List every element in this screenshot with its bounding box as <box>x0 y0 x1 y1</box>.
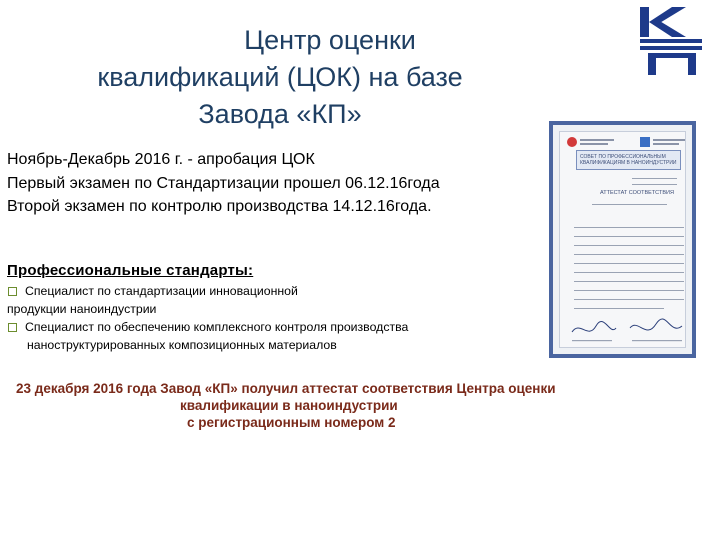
certificate-page <box>559 131 686 348</box>
certificate-signatures-icon <box>570 318 688 348</box>
certificate-logo-left-icon <box>566 136 616 148</box>
intro-line-2: Первый экзамен по Стандартизации прошел 06.12.16года <box>7 174 440 192</box>
standard-2-continuation: наноструктурированных композиционных материалов <box>27 338 337 352</box>
certificate-logo-right-icon <box>640 136 688 148</box>
square-bullet-icon <box>8 287 17 296</box>
announcement-line-2: квалификации в наноиндустрии <box>180 398 398 413</box>
standards-section <box>7 262 547 354</box>
cert-text-line <box>574 245 684 246</box>
title-line-3: Завода «КП» <box>198 99 362 129</box>
cert-text-line <box>574 236 684 237</box>
cert-text-line <box>574 263 684 264</box>
cert-text-line <box>592 204 667 205</box>
cert-text-line <box>574 299 684 300</box>
standard-1-text: Специалист по стандартизации инновационной <box>25 284 298 298</box>
cert-text-line <box>574 254 684 255</box>
certificate-doc-title: АТТЕСТАТ СООТВЕТСТВИЯ <box>600 190 674 196</box>
cert-text-line <box>574 227 684 228</box>
standard-2-text: Специалист по обеспечению комплексного контроля производства <box>25 320 409 334</box>
cert-text-line <box>632 184 677 185</box>
certificate-header-text: СОВЕТ ПО ПРОФЕССИОНАЛЬНЫМ КВАЛИФИКАЦИЯМ В НАНОИНДУСТРИИ <box>580 154 677 166</box>
cert-text-line <box>574 290 684 291</box>
page-title <box>0 22 560 133</box>
certificate-header <box>576 150 681 170</box>
certificate-image <box>549 121 696 358</box>
cert-text-line <box>574 272 684 273</box>
standard-1-continuation: продукции наноиндустрии <box>7 302 157 316</box>
title-line-1: Центр оценки <box>244 25 416 55</box>
announcement-line-3: с регистрационным номером 2 <box>187 415 396 430</box>
intro-line-3: Второй экзамен по контролю производства 14.12.16года. <box>7 198 432 215</box>
announcement <box>0 380 720 431</box>
cert-text-line <box>574 281 684 282</box>
announcement-line-1: 23 декабря 2016 года Завод «КП» получил аттестат соответствия Центра оценки <box>16 381 556 396</box>
square-bullet-icon <box>8 323 17 332</box>
kp-logo-icon <box>636 5 706 77</box>
intro-text <box>7 148 440 219</box>
intro-line-1: Ноябрь-Декабрь 2016 г. - апробация ЦОК <box>7 151 315 168</box>
standards-heading: Профессиональные стандарты: <box>7 262 254 279</box>
title-line-2: квалификаций (ЦОК) на базе <box>97 62 463 92</box>
cert-text-line <box>632 178 677 179</box>
cert-text-line <box>574 308 664 309</box>
list-item <box>7 282 547 300</box>
list-item <box>7 318 547 336</box>
